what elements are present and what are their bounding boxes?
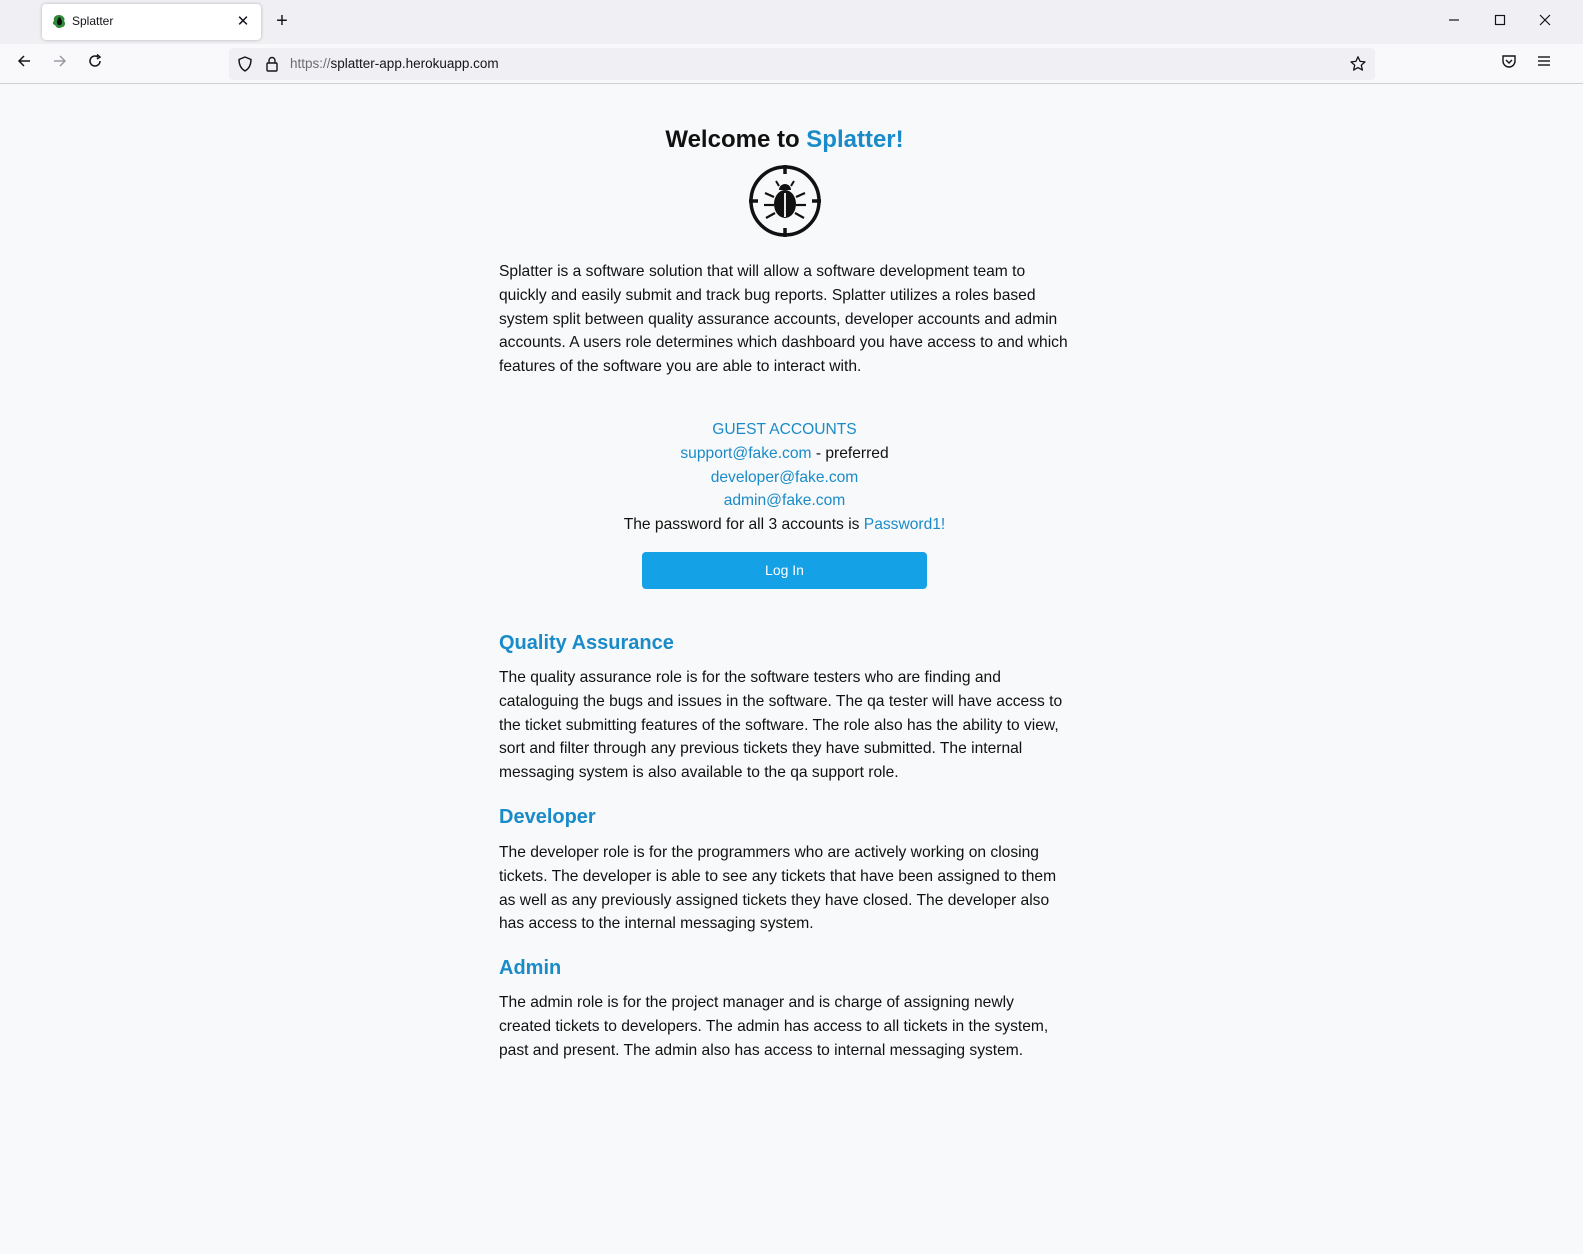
new-tab-button[interactable]: + [276, 10, 288, 32]
guest-accounts-heading: GUEST ACCOUNTS [712, 421, 857, 438]
section-body-quality-assurance: The quality assurance role is for the software testers who are finding and cataloguing the bugs and issues in the software. The qa tester will have access to the ticket submitting features of the software. The role also has the ability to view, sort and filter through any previous tickets they have submitted. The internal messaging system is also available to the qa support role. [499, 669, 1063, 782]
forward-arrow-icon[interactable] [46, 50, 74, 78]
url-scheme: https:// [290, 56, 331, 71]
browser-tab-strip [0, 0, 1583, 44]
password-line [499, 513, 1070, 537]
admin-email[interactable]: admin@fake.com [723, 492, 846, 510]
support-email[interactable]: support@fake.com [680, 444, 812, 462]
section-title-developer: Developer [499, 806, 596, 828]
close-tab-icon[interactable]: ✕ [236, 13, 250, 30]
shield-icon[interactable] [236, 55, 254, 73]
maximize-icon[interactable] [1486, 8, 1514, 36]
lock-icon[interactable] [263, 55, 281, 73]
url-host: splatter-app.herokuapp.com [330, 56, 499, 71]
section-body-admin: The admin role is for the project manager and is charge of assigning newly created tickets to developers. The admin has access to all tickets in the system, past and present. The admin also has access to internal messaging system. [499, 994, 1049, 1059]
guest-password[interactable]: Password1! [863, 516, 946, 534]
welcome-prefix: Welcome to [665, 126, 807, 153]
section-title-quality-assurance: Quality Assurance [499, 632, 674, 654]
password-prefix: The password for all 3 accounts is [623, 516, 864, 534]
back-arrow-icon[interactable] [10, 50, 38, 78]
log-in-button[interactable]: Log In [642, 552, 927, 589]
preferred-note: - preferred [811, 444, 889, 462]
reload-icon[interactable] [81, 50, 109, 78]
pocket-icon[interactable] [1495, 50, 1523, 78]
developer-email[interactable]: developer@fake.com [710, 468, 859, 486]
browser-tab[interactable] [42, 4, 261, 40]
brand-name: Splatter! [806, 126, 904, 153]
section-title-admin: Admin [499, 957, 562, 979]
close-window-icon[interactable] [1531, 8, 1559, 36]
splatter-favicon-icon [51, 14, 67, 30]
support-account-line [499, 442, 1070, 466]
page-title [499, 126, 1070, 154]
bookmark-star-icon[interactable] [1349, 55, 1367, 73]
guest-accounts [499, 418, 1070, 537]
intro-paragraph: Splatter is a software solution that will allow a software development team to quickly and easily submit and track bug reports. Splatter utilizes a roles based system split between quality assurance accounts, developer accounts and admin accounts. A users role determines which dashboard you have access to and which features of the software you are able to interact with. [499, 263, 1068, 376]
browser-toolbar [0, 44, 1583, 84]
bug-target-logo-icon [748, 164, 822, 238]
address-bar[interactable] [229, 48, 1375, 80]
tab-title: Splatter [72, 14, 114, 28]
menu-hamburger-icon[interactable] [1530, 50, 1558, 78]
minimize-icon[interactable] [1440, 8, 1468, 36]
url-text[interactable] [290, 56, 499, 71]
section-body-developer: The developer role is for the programmers who are actively working on closing tickets. The developer is able to see any tickets that have been assigned to them as well as any previously assigned tickets they have closed. The developer also has access to the internal messaging system. [499, 844, 1057, 933]
